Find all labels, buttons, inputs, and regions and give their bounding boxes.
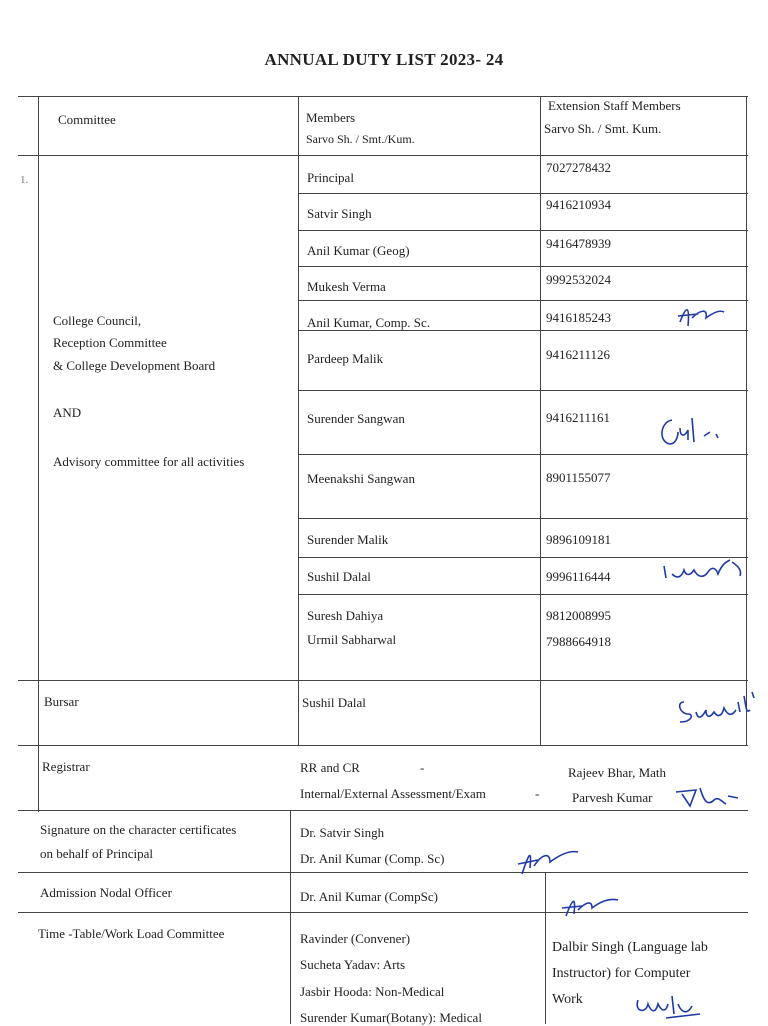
- member-phone: 9812008995: [546, 608, 611, 623]
- page-title: ANNUAL DUTY LIST 2023- 24: [264, 50, 504, 69]
- member-name: Principal: [307, 170, 354, 185]
- rule-row: [18, 912, 748, 913]
- committee-line: College Council,: [53, 313, 142, 328]
- timetable-extension: Instructor) for Computer: [552, 966, 691, 981]
- rule-col-serial: [38, 96, 39, 812]
- member-name: Urmil Sabharwal: [307, 632, 397, 647]
- committee-line: Reception Committee: [53, 335, 167, 350]
- member-phone: 9896109181: [546, 532, 611, 547]
- rule-member: [298, 518, 748, 519]
- rule-col-right: [746, 96, 747, 746]
- handwritten-signature: [514, 838, 580, 883]
- rule-row: [18, 745, 748, 746]
- rule-row: [18, 680, 748, 681]
- timetable-member: Sucheta Yadav: Arts: [300, 957, 406, 972]
- handwritten-signature: [658, 414, 724, 453]
- header-extension-sub: Sarvo Sh. / Smt. Kum.: [544, 121, 662, 136]
- admission-member: Dr. Anil Kumar (CompSc): [300, 889, 438, 904]
- signature-committee: on behalf of Principal: [40, 846, 153, 861]
- registrar-duty: RR and CR: [300, 760, 360, 775]
- rule-member: [298, 266, 748, 267]
- signature-committee: Signature on the character certificates: [40, 822, 237, 837]
- rule-member: [298, 390, 748, 391]
- member-name: Mukesh Verma: [307, 279, 386, 294]
- bursar-label: Bursar: [44, 694, 79, 709]
- handwritten-signature: [676, 688, 756, 731]
- signature-member: Dr. Satvir Singh: [300, 825, 385, 840]
- bursar-member: Sushil Dalal: [302, 695, 366, 710]
- timetable-extension: Work: [552, 992, 583, 1007]
- rule-top: [18, 96, 748, 97]
- member-phone: 9416478939: [546, 236, 611, 251]
- committee-line: Advisory committee for all activities: [53, 454, 245, 469]
- timetable-member: Jasbir Hooda: Non-Medical: [300, 984, 445, 999]
- committee-line: AND: [53, 405, 82, 420]
- header-members: Members: [306, 110, 356, 125]
- rule-col-members: [298, 96, 299, 746]
- handwritten-signature: [560, 890, 620, 923]
- rule-member: [298, 193, 748, 194]
- timetable-member: Ravinder (Convener): [300, 931, 411, 946]
- member-phone: 7988664918: [546, 634, 611, 649]
- timetable-member: Surender Kumar(Botany): Medical: [300, 1010, 482, 1025]
- member-name: Anil Kumar, Comp. Sc.: [307, 315, 430, 330]
- row-serial: 1.: [20, 174, 29, 186]
- header-members-sub: Sarvo Sh. / Smt./Kum.: [306, 132, 415, 146]
- member-phone: 9416210934: [546, 197, 611, 212]
- registrar-duty: Internal/External Assessment/Exam: [300, 786, 486, 801]
- signature-member: Dr. Anil Kumar (Comp. Sc): [300, 851, 445, 866]
- header-committee: Committee: [58, 112, 116, 127]
- timetable-label: Time -Table/Work Load Committee: [38, 926, 225, 941]
- member-phone: 9416185243: [546, 310, 611, 325]
- member-name: Anil Kumar (Geog): [307, 243, 410, 258]
- timetable-extension: Dalbir Singh (Language lab: [552, 940, 708, 955]
- rule-member: [298, 454, 748, 455]
- member-name: Meenakshi Sangwan: [307, 471, 415, 486]
- member-name: Satvir Singh: [307, 206, 372, 221]
- registrar-assignee: Rajeev Bhar, Math: [568, 765, 667, 780]
- rule-col-extension-lower: [545, 872, 546, 1024]
- registrar-dash: -: [535, 786, 540, 801]
- rule-header-bottom: [18, 155, 748, 156]
- member-phone: 9416211161: [546, 410, 611, 425]
- registrar-assignee: Parvesh Kumar: [572, 790, 653, 805]
- member-name: Suresh Dahiya: [307, 608, 384, 623]
- handwritten-signature: [672, 784, 742, 815]
- member-phone: 9992532024: [546, 272, 611, 287]
- committee-line: & College Development Board: [53, 358, 216, 373]
- registrar-dash: -: [420, 760, 425, 775]
- registrar-label: Registrar: [42, 759, 90, 774]
- member-name: Surender Sangwan: [307, 411, 405, 426]
- rule-member: [298, 230, 748, 231]
- rule-row: [18, 810, 748, 811]
- admission-label: Admission Nodal Officer: [40, 885, 172, 900]
- member-phone: 7027278432: [546, 160, 611, 175]
- handwritten-signature: [676, 300, 726, 335]
- rule-col-extension: [540, 96, 541, 746]
- handwritten-signature: [632, 990, 702, 1025]
- rule-member: [298, 594, 748, 595]
- member-phone: 9416211126: [546, 347, 611, 362]
- member-phone: 8901155077: [546, 470, 611, 485]
- handwritten-signature: [660, 556, 746, 589]
- member-name: Pardeep Malik: [307, 351, 384, 366]
- member-name: Surender Malik: [307, 532, 389, 547]
- rule-col-members-lower: [290, 810, 291, 1024]
- header-extension: Extension Staff Members: [548, 98, 681, 113]
- rule-row: [18, 872, 748, 873]
- member-phone: 9996116444: [546, 569, 611, 584]
- member-name: Sushil Dalal: [307, 569, 371, 584]
